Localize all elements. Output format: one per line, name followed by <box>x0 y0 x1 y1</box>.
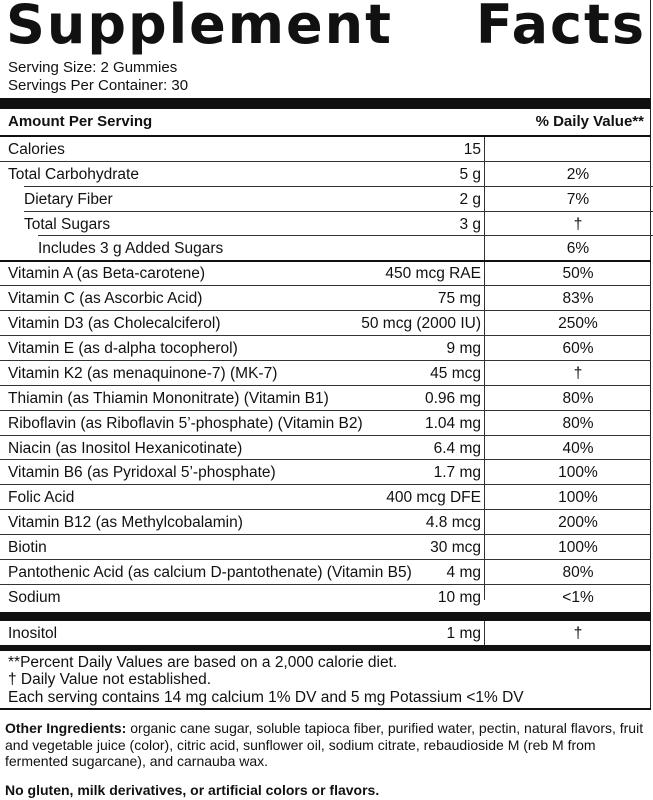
footnote-percent-dv: **Percent Daily Values are based on a 2,000 calorie diet. <box>8 654 398 671</box>
nutrient-row <box>0 336 651 361</box>
row-amount: 400 mcg DFE <box>386 489 481 506</box>
nutrient-row <box>0 236 651 261</box>
nutrient-row <box>0 535 651 560</box>
row-amount: 10 mg <box>437 589 481 606</box>
row-name: Vitamin A (as Beta-carotene) <box>8 265 206 282</box>
nutrient-row <box>0 411 651 436</box>
nutrient-row <box>0 485 651 510</box>
row-name: Vitamin E (as d-alpha tocopherol) <box>8 340 238 357</box>
nutrient-row <box>0 137 651 162</box>
row-daily-value: 80% <box>562 564 594 581</box>
nutrient-row <box>0 460 651 485</box>
row-daily-value: † <box>573 216 583 233</box>
row-daily-value: 2% <box>566 166 590 183</box>
nutrient-row <box>0 436 651 461</box>
other-ingredients-text: organic cane sugar, soluble tapioca fiber, purified water, pectin, natural flavors, fruit and vegetable juice (color), citric acid, sunflower oil, sodium citrate, rebaudioside M (reb M from fermented sugarcane), and carnauba wax. <box>5 720 644 769</box>
row-amount: 1.7 mg <box>433 464 481 481</box>
row-daily-value: <1% <box>562 589 594 606</box>
row-name: Pantothenic Acid (as calcium D-pantothenate) (Vitamin B5) <box>8 564 412 581</box>
row-daily-value: 50% <box>562 265 594 282</box>
panel-bottom-border <box>0 708 651 710</box>
servings-per-container: Servings Per Container: 30 <box>8 77 189 94</box>
row-daily-value: 7% <box>566 191 590 208</box>
amount-per-serving-header: Amount Per Serving <box>8 113 153 130</box>
row-daily-value: 83% <box>562 290 594 307</box>
row-amount: 1.04 mg <box>424 415 481 432</box>
row-amount: 450 mcg RAE <box>385 265 481 282</box>
row-amount: 5 g <box>459 166 481 183</box>
row-name: Total Carbohydrate <box>8 166 139 183</box>
other-ingredients <box>5 720 650 770</box>
row-name: Niacin (as Inositol Hexanicotinate) <box>8 440 243 457</box>
row-name: Includes 3 g Added Sugars <box>38 240 224 257</box>
row-amount: 30 mcg <box>430 539 481 556</box>
row-name: Riboflavin (as Riboflavin 5’-phosphate) (Vitamin B2) <box>8 415 363 432</box>
nutrient-row <box>0 361 651 386</box>
row-amount: 1 mg <box>446 625 481 642</box>
row-daily-value: 40% <box>562 440 594 457</box>
row-name: Vitamin C (as Ascorbic Acid) <box>8 290 203 307</box>
row-amount: 4.8 mcg <box>425 514 481 531</box>
row-name: Vitamin B6 (as Pyridoxal 5’-phosphate) <box>8 464 276 481</box>
footnote-dagger: † Daily Value not established. <box>8 671 212 688</box>
row-amount: 3 g <box>459 216 481 233</box>
row-name: Dietary Fiber <box>24 191 113 208</box>
row-daily-value: 100% <box>558 489 598 506</box>
nutrient-row <box>0 510 651 535</box>
serving-size: Serving Size: 2 Gummies <box>8 59 178 76</box>
title-word-facts: Facts <box>475 0 646 56</box>
row-daily-value: † <box>573 365 583 382</box>
nutrient-row <box>0 162 651 187</box>
daily-value-header: % Daily Value** <box>535 113 644 130</box>
row-daily-value: 80% <box>562 415 594 432</box>
row-amount: 45 mcg <box>430 365 481 382</box>
row-amount: 4 mg <box>446 564 481 581</box>
row-amount: 0.96 mg <box>424 390 481 407</box>
row-amount: 15 <box>463 141 481 158</box>
row-daily-value: 100% <box>558 464 598 481</box>
panel-title <box>6 0 646 56</box>
row-name: Biotin <box>8 539 47 556</box>
sodium-divider <box>0 612 651 621</box>
row-name: Total Sugars <box>24 216 111 233</box>
row-name: Folic Acid <box>8 489 75 506</box>
inositol-column-divider <box>484 621 485 646</box>
row-daily-value: 100% <box>558 539 598 556</box>
nutrient-row <box>0 187 651 212</box>
title-word-supplement: Supplement <box>6 0 393 56</box>
other-ingredients-label: Other Ingredients: <box>5 720 127 736</box>
row-daily-value: 6% <box>566 240 590 257</box>
row-name: Vitamin K2 (as menaquinone-7) (MK-7) <box>8 365 278 382</box>
footnote-divider <box>0 645 651 651</box>
row-amount: 75 mg <box>437 290 481 307</box>
nutrient-row <box>0 585 651 610</box>
row-daily-value: 60% <box>562 340 594 357</box>
row-daily-value: † <box>573 625 583 642</box>
nutrient-row <box>0 286 651 311</box>
no-gluten-statement: No gluten, milk derivatives, or artificial colors or flavors. <box>5 782 380 798</box>
footnote-calcium: Each serving contains 14 mg calcium 1% DV and 5 mg Potassium <1% DV <box>8 689 524 706</box>
row-name: Inositol <box>8 625 58 642</box>
nutrient-row <box>0 560 651 585</box>
row-daily-value: 250% <box>558 315 598 332</box>
header-divider <box>0 98 651 109</box>
nutrient-row <box>0 212 651 237</box>
nutrient-row <box>0 311 651 336</box>
inositol-row <box>0 621 651 646</box>
row-amount: 2 g <box>459 191 481 208</box>
row-name: Calories <box>8 141 65 158</box>
row-amount: 9 mg <box>446 340 481 357</box>
row-daily-value: 80% <box>562 390 594 407</box>
nutrient-row <box>0 386 651 411</box>
row-amount: 50 mcg (2000 IU) <box>361 315 481 332</box>
nutrient-row <box>0 261 651 286</box>
row-name: Thiamin (as Thiamin Mononitrate) (Vitamin B1) <box>8 390 329 407</box>
row-name: Sodium <box>8 589 61 606</box>
row-amount: 6.4 mg <box>433 440 481 457</box>
row-name: Vitamin D3 (as Cholecalciferol) <box>8 315 221 332</box>
row-name: Vitamin B12 (as Methylcobalamin) <box>8 514 243 531</box>
row-daily-value: 200% <box>558 514 598 531</box>
